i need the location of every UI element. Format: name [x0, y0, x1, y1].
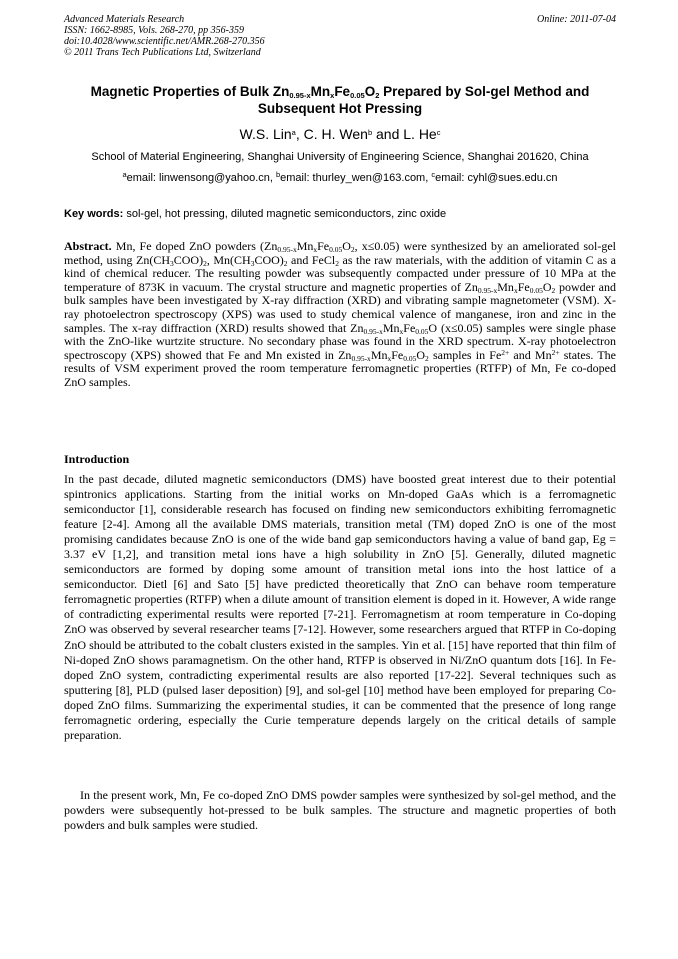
abstract: Abstract. Mn, Fe doped ZnO powders ($Zn_{0.95-x}Mn_xFe_{0.05}O_2$, x≤0.05) were synthesized by an ameliorated sol-gel method, using $Zn(CH_3COO)_2$, $Mn(CH_3COO)_2$ and FeCl$_2$ as the raw materials, with the addition of vitamin C as a kind of chemical reducer. The resulting powder was subsequently compacted under pressure of 10 MPa at the temperature of 873K in vacuum. The crystal structure and magnetic properties of $Zn_{0.95-x}Mn_xFe_{0.05}O_2$ powder and bulk samples have been investigated by X-ray diffraction (XRD) and vibrating sample magnetometer (VSM). X-ray photoelectron spectroscopy (XPS) was used to study chemical valence of manganese, iron and zinc in the samples. The x-ray diffraction (XRD) results showed that $Zn_{0.95-x}Mn_xFe_{0.05}O$ (x≤0.05) samples were single phase with the ZnO-like wurtzite structure. No secondary phase was found in the XRD spectrum. X-ray photoelectron spectroscopy (XPS) showed that Fe and Mn existed in $Zn_{0.95-x}Mn_xFe_{0.05}O_2$ samples in $Fe^{2+}$ and $Mn^{2+}$ states. The results of VSM experiment proved the room temperature ferromagnetic properties (RTFP) of Mn, Fe co-doped ZnO samples.	[64, 239, 616, 389]
introduction-paragraph: In the past decade, diluted magnetic semiconductors (DMS) have boosted great interest due to their potential spintronics applications. Starting from the initial works on Mn-doped GaAs which is a ferromagnetic semiconductor [1], considerable research has focused on finding new semiconductors exhibiting ferromagnetic feature [2-4]. Among all the available DMS materials, transition metal (TM) doped ZnO is one of the most promising candidates because ZnO is one of the wide band gap semiconductors having a value of band gap, Eg = 3.37 eV [1,2], and transition metal ions have a high solubility in ZnO [5]. Generally, diluted magnetic semiconductors are formed by doping some amount of transition metal ions into the host lattice of a semiconductor. Dietl [6] and Sato [5] have predicted theoretically that ZnO can behave room temperature ferromagnetic properties (RTFP) when a dilute amount of transition element is doped in it. However, A wide range of contradicting experimental results were reported [7-21]. Ferromagnetism at room temperature in Co-doping ZnO was observed by several researcher teams [7-12]. However, some researchers argued that RTFP in Co-doping ZnO should be attributed to the cobalt clusters existed in the samples. Yin et al. [15] have reported that thin film of Ni-doped ZnO shows paramagnetism. On the other hand, RTFP is observed in Ni/ZnO quantum dots [16]. In Fe-doped ZnO system, contradicting experimental results are also reported [17-22]. Several techniques such as sputtering [8], PLD (pulsed laser deposition) [9], and sol-gel [10] method have been employed for preparing Co-doped ZnO films. Summarizing the experimental studies, it can be commented that the presence of long range ferromagnetic ordering, especially the Curie temperature depends largely on the critical details of sample preparation.	[64, 472, 616, 742]
journal-name: Advanced Materials Research	[64, 14, 185, 25]
keywords-text: sol-gel, hot pressing, diluted magnetic semiconductors, zinc oxide	[123, 208, 447, 220]
introduction-heading: Introduction	[64, 452, 130, 466]
abstract-label: Abstract.	[64, 239, 112, 253]
introduction-paragraph: In the present work, Mn, Fe co-doped ZnO DMS powder samples were synthesized by sol-gel method, and the powders were subsequently hot-pressed to be bulk samples. The structure and magnetic properties of both powders and bulk samples were studied.	[64, 788, 616, 833]
journal-issn: ISSN: 1662-8985, Vols. 268-270, pp 356-359	[64, 25, 244, 36]
journal-doi: doi:10.4028/www.scientific.net/AMR.268-270.356	[64, 36, 265, 47]
author-emails: $^a$email: linwensong@yahoo.cn, $^b$email: thurley_wen@163.com, $^c$email: cyhl@sues.edu.cn	[122, 170, 558, 184]
journal-header	[64, 14, 616, 58]
affiliation: School of Material Engineering, Shanghai University of Engineering Science, Shanghai 201620, China	[91, 151, 589, 163]
keywords	[64, 208, 616, 221]
paper-title: Magnetic Properties of Bulk $Zn_{0.95-x}Mn_xFe_{0.05}O_2$ Prepared by Sol-gel Method and Subsequent Hot Pressing	[90, 84, 590, 116]
keywords-label: Key words:	[64, 208, 124, 220]
author-list: W.S. Lin$^a$, C. H. Wen$^b$ and L. He$^c$	[239, 126, 441, 142]
online-date: Online: 2011-07-04	[537, 14, 616, 25]
journal-copyright: © 2011 Trans Tech Publications Ltd, Switzerland	[64, 47, 261, 58]
